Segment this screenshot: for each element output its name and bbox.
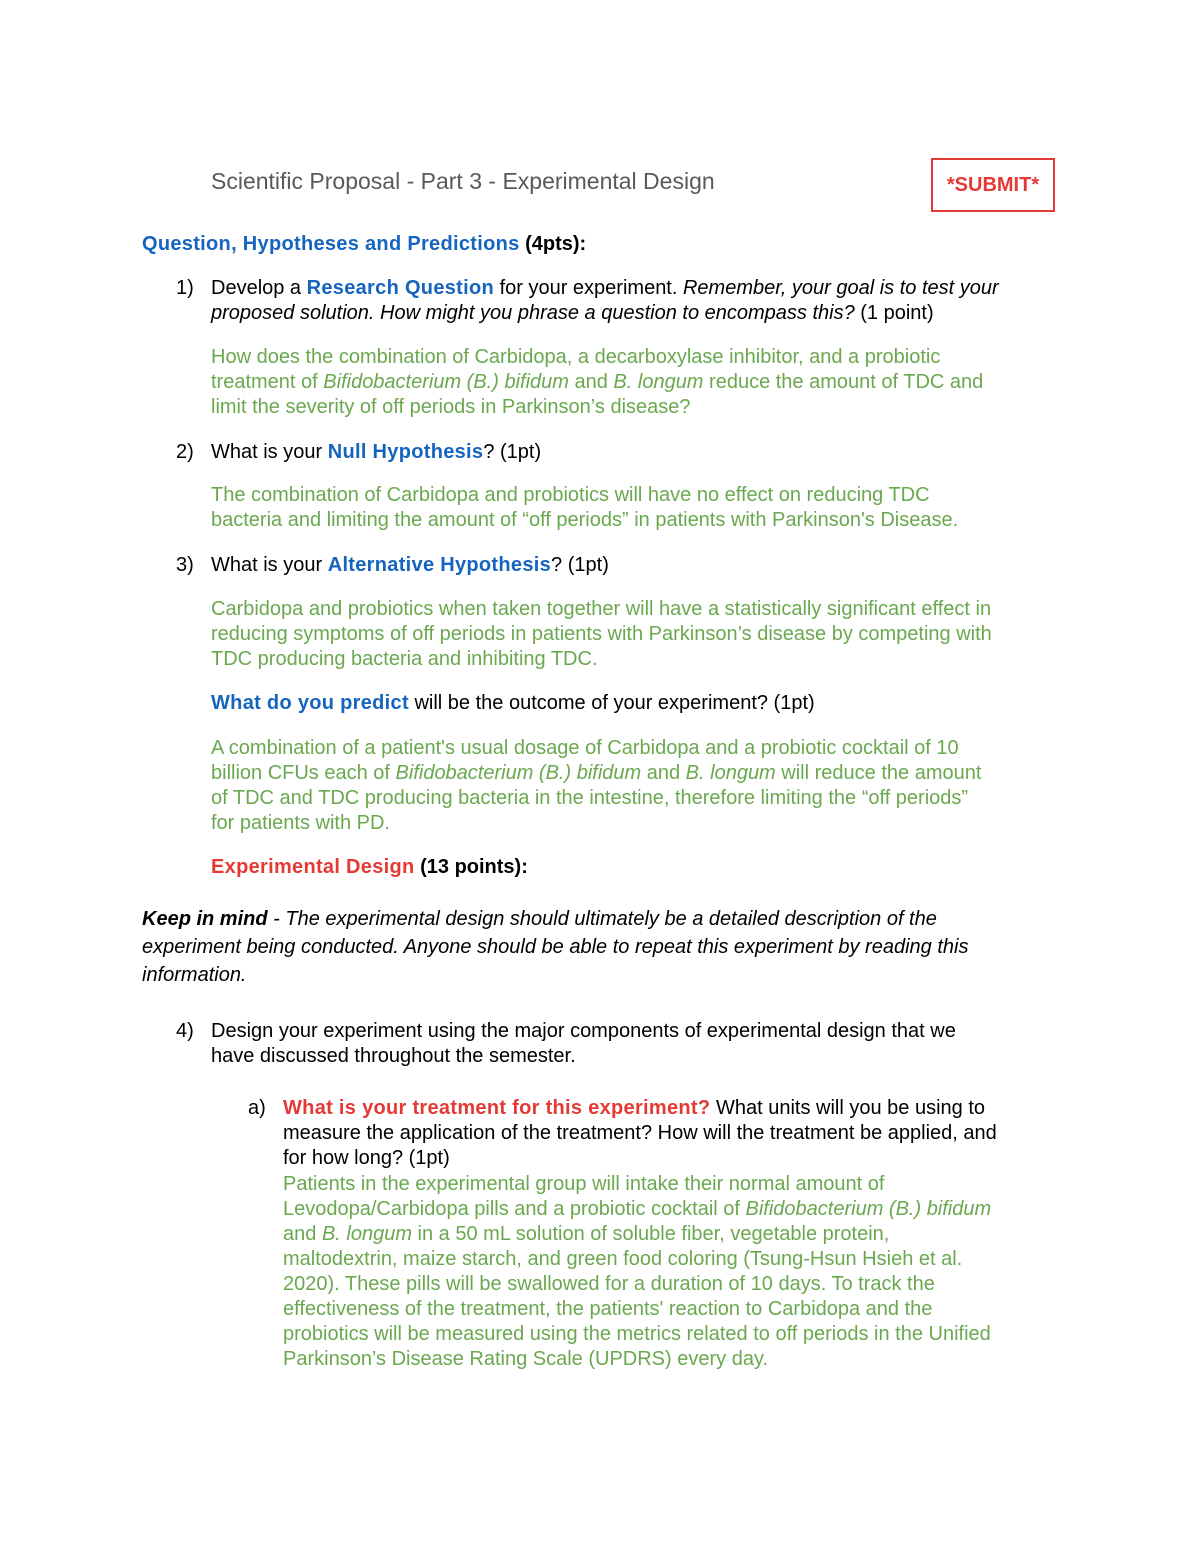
question-1: [211, 276, 999, 326]
question-4: Design your experiment using the major components of experimental design that we have discussed throughout the semester.: [211, 1020, 956, 1067]
answer-1: How does the combination of Carbidopa, a decarboxylase inhibitor, and a probiotic treatment of Bifidobacterium (B.) bifidum and B. longum reduce the amount of TDC and limit the severity of off periods in Parkinson’s disease?: [211, 346, 984, 418]
subquestion-letter: a): [248, 1097, 266, 1119]
section-points: (4pts):: [519, 233, 587, 255]
question-3: What is your Alternative Hypothesis? (1pt): [211, 554, 609, 576]
prediction-answer: A combination of a patient's usual dosage of Carbidopa and a probiotic cocktail of 10 billion CFUs each of Bifidobacterium (B.) bifidum and B. longum will reduce the amount of TDC and TDC producing bacteria in the intestine, therefore limiting the “off periods” for patients with PD.: [211, 737, 982, 834]
answer-3: Carbidopa and probiotics when taken together will have a statistically significant effect in reducing symptoms of off periods in patients with Parkinson’s disease by competing with TDC producing bacteria and inhibiting TDC.: [211, 598, 992, 670]
keep-in-mind-note: Keep in mind - The experimental design should ultimately be a detailed description of the experiment being conducted. Anyone should be able to repeat this experiment by reading this information.: [142, 908, 969, 986]
question-number: 2): [176, 441, 194, 463]
question-1-line-2: proposed solution. How might you phrase a question to encompass this? (1 point): [211, 302, 934, 324]
question-number: 3): [176, 554, 194, 576]
answer-2: The combination of Carbidopa and probiotics will have no effect on reducing TDC bacteria and limiting the amount of “off periods” in patients with Parkinson's Disease.: [211, 484, 959, 531]
question-number: 4): [176, 1020, 194, 1042]
question-number: 1): [176, 277, 194, 299]
submit-badge: *SUBMIT*: [931, 158, 1055, 212]
question-2: What is your Null Hypothesis? (1pt): [211, 441, 542, 463]
question-4a: What is your treatment for this experiment? What units will you be using to measure the application of the treatment? How will the treatment be applied, and for how long? (1pt): [283, 1097, 997, 1169]
section-heading-questions: [142, 232, 586, 257]
section-heading-text: Question, Hypotheses and Predictions: [142, 233, 520, 255]
question-1-line-1: Develop a Research Question for your experiment. Remember, your goal is to test your: [211, 277, 999, 299]
answer-4a: Patients in the experimental group will intake their normal amount of Levodopa/Carbidopa pills and a probiotic cocktail of Bifidobacterium (B.) bifidum and B. longum in a 50 mL solution of soluble fiber, vegetable protein, maltodextrin, maize starch, and green food coloring (Tsung-Hsun Hsieh et al. 2020). These pills will be swallowed for a duration of 10 days. To track the effectiveness of the treatment, the patients' reaction to Carbidopa and the probiotics will be measured using the metrics related to off periods in the Unified Parkinson’s Disease Rating Scale (UPDRS) every day.: [283, 1173, 992, 1370]
section-heading-experimental-design: Experimental Design (13 points):: [211, 856, 528, 878]
page-title: Scientific Proposal - Part 3 - Experimental Design: [211, 168, 715, 194]
prediction-question: What do you predict will be the outcome of your experiment? (1pt): [211, 692, 815, 714]
